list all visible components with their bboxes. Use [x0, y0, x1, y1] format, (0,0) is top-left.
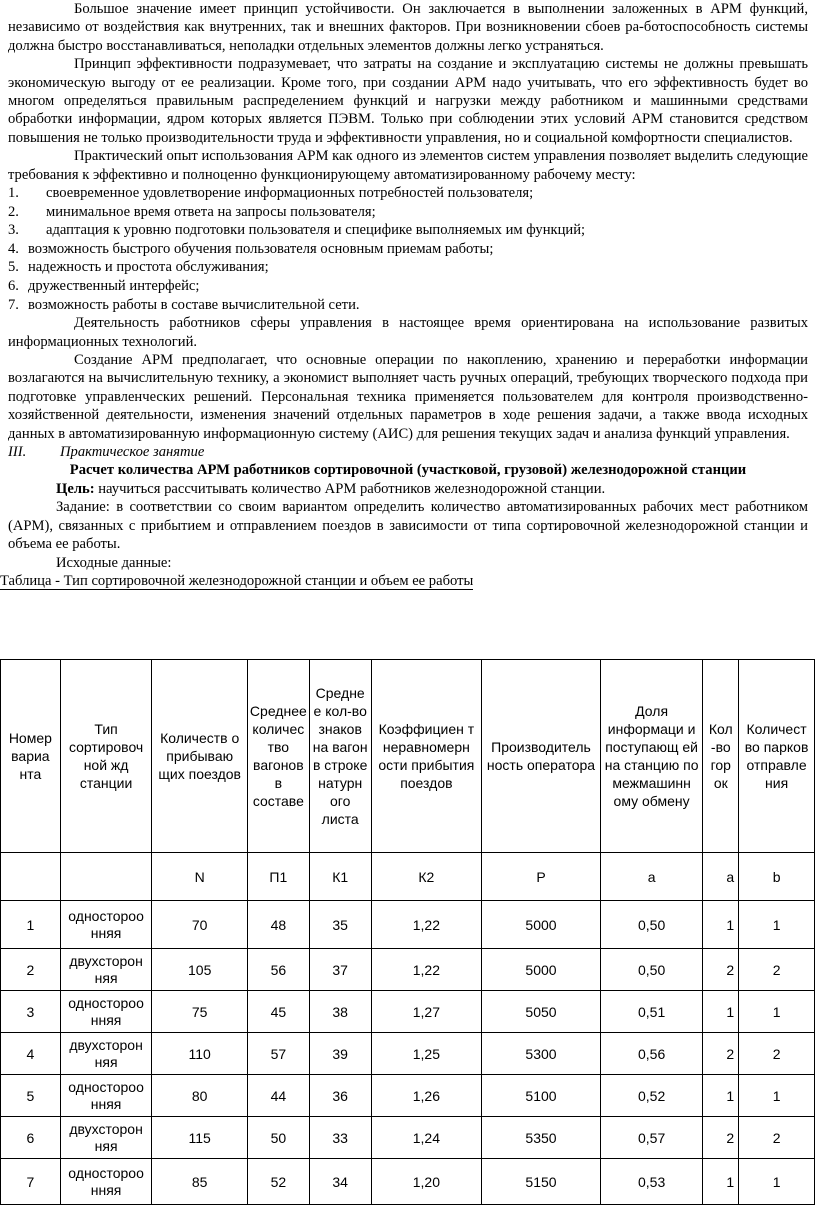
table-symbol-row: [1, 853, 815, 901]
table-cell: 1,22: [371, 949, 482, 991]
table-cell: 2: [703, 1117, 739, 1159]
table-cell: 38: [309, 991, 371, 1033]
list-item: 6. дружественный интерфейс;: [8, 278, 200, 295]
table-cell: двухсторон няя: [60, 1033, 152, 1075]
data-table: [0, 659, 815, 1205]
paragraph-stability: Большое значение имеет принцип устойчивости. Он заключается в выполнении заложенных в АРМ функций, независимо от воздействия как внутренних, так и внешних факторов. При возникновении сбоев ра-ботоспособность системы должна быстро восстанавливаться, неполадки отдельных элементов должны легко устраняться.: [8, 1, 808, 54]
table-cell: 1: [703, 991, 739, 1033]
table-cell: 5350: [482, 1117, 601, 1159]
header-cell: Коэффициен т неравномерн ости прибытия поездов: [371, 660, 482, 853]
table-cell: 2: [1, 949, 61, 991]
table-cell: 1: [1, 901, 61, 949]
paragraph-efficiency: Принцип эффективности подразумевает, что затраты на создание и эксплуатацию системы не должны превышать экономическую выгоду от ее реализации. Кроме того, при создании АРМ надо учитывать, что его эффективность будет во многом определяться правильным распределением функций и нагрузки между работником и машинными средствами обработки информации, ядром которых является ПЭВМ. Только при соблюдении этих условий АРМ становится средством повышения не только производительности труда и эффективности управления, но и социальной комфортности специалистов.: [8, 56, 808, 146]
table-cell: 5000: [482, 901, 601, 949]
header-cell: Доля информаци и поступающ ей на станцию по межмашинн ому обмену: [600, 660, 703, 853]
symbol-cell: К1: [309, 853, 371, 901]
table-cell: 1: [703, 1159, 739, 1205]
paragraph-activity: Деятельность работников сферы управления в настоящее время ориентирована на использование развитых информационных технологий.: [8, 315, 808, 350]
table-cell: 48: [247, 901, 309, 949]
table-cell: 44: [247, 1075, 309, 1117]
table-cell: 5050: [482, 991, 601, 1033]
table-row: [1, 901, 815, 949]
table-cell: 2: [703, 1033, 739, 1075]
table-cell: 35: [309, 901, 371, 949]
table-row: [1, 991, 815, 1033]
symbol-cell: П1: [247, 853, 309, 901]
table-cell: 5000: [482, 949, 601, 991]
table-cell: 2: [739, 1033, 815, 1075]
table-cell: 2: [739, 949, 815, 991]
table-cell: 0,50: [600, 949, 703, 991]
table-cell: 0,52: [600, 1075, 703, 1117]
table-row: [1, 949, 815, 991]
table-cell: 0,50: [600, 901, 703, 949]
table-row: [1, 1159, 815, 1205]
table-cell: 1: [739, 1159, 815, 1205]
paragraph-requirements: Практический опыт использования АРМ как одного из элементов систем управления позволяет выделить следующие требования к эффективно и полноценно функционирующему автоматизированному рабочему месту:: [8, 148, 808, 183]
table-cell: 2: [703, 949, 739, 991]
table-cell: 1,22: [371, 901, 482, 949]
table-cell: 5150: [482, 1159, 601, 1205]
table-cell: 37: [309, 949, 371, 991]
table-cell: 7: [1, 1159, 61, 1205]
table-cell: 1,25: [371, 1033, 482, 1075]
table-cell: 1,27: [371, 991, 482, 1033]
header-cell: Количеств о прибываю щих поездов: [152, 660, 247, 853]
table-cell: двухсторон няя: [60, 949, 152, 991]
table-cell: 39: [309, 1033, 371, 1075]
table-cell: 1,26: [371, 1075, 482, 1117]
table-cell: 80: [152, 1075, 247, 1117]
table-cell: 1: [703, 1075, 739, 1117]
table-caption: Таблица - Тип сортировочной железнодорожной станции и объем ее работы: [0, 572, 474, 589]
list-item: 1. своевременное удовлетворение информационных потребностей пользователя;: [8, 185, 534, 202]
table-cell: 1: [739, 991, 815, 1033]
table-cell: 1: [703, 901, 739, 949]
table-cell: 45: [247, 991, 309, 1033]
table-cell: 1,20: [371, 1159, 482, 1205]
header-cell: Количест во парков отправле ния: [739, 660, 815, 853]
table-cell: 5300: [482, 1033, 601, 1075]
table-cell: 85: [152, 1159, 247, 1205]
table-cell: 4: [1, 1033, 61, 1075]
list-item: 4. возможность быстрого обучения пользователя основным приемам работы;: [8, 240, 494, 257]
table-cell: 1: [739, 1075, 815, 1117]
table-cell: 0,53: [600, 1159, 703, 1205]
table-cell: 56: [247, 949, 309, 991]
table-cell: 6: [1, 1117, 61, 1159]
table-cell: 3: [1, 991, 61, 1033]
list-item: 3. адаптация к уровню подготовки пользователя и специфике выполняемых им функций;: [8, 222, 586, 239]
table-cell: 5100: [482, 1075, 601, 1117]
source-data-label: Исходные данные:: [56, 554, 172, 571]
table-cell: одностороо нняя: [60, 901, 152, 949]
task-paragraph: Задание: в соответствии со своим вариантом определить количество автоматизированных рабочих мест работником (АРМ), связанных с прибытием и отправлением поездов в зависимости от типа сортировочной железнодорожной станции и объема ее работы.: [8, 499, 808, 553]
table-cell: 110: [152, 1033, 247, 1075]
table-cell: 57: [247, 1033, 309, 1075]
list-item: 7. возможность работы в составе вычислительной сети.: [8, 296, 360, 313]
requirements-list: [0, 184, 816, 314]
table-cell: 36: [309, 1075, 371, 1117]
table-cell: 115: [152, 1117, 247, 1159]
paragraph-creation: Создание АРМ предполагает, что основные операции по накоплению, хранению и переработки информации возлагаются на вычислительную технику, а экономист выполняет часть ручных операций, требующих творческого подхода при подготовке управленческих решений. Персональная техника применяется пользователем для контроля производственно-хозяйственной деятельности, изменения значений отдельных параметров в ходе решения задачи, а также ввода исходных данных в автоматизированную информационную систему (АИС) для решения текущих задач и анализа функций управления.: [8, 352, 808, 442]
table-cell: 2: [739, 1117, 815, 1159]
symbol-cell: a: [703, 853, 739, 901]
list-item: 5. надежность и простота обслуживания;: [8, 259, 269, 276]
table-cell: 5: [1, 1075, 61, 1117]
header-cell: Тип сортировоч ной жд станции: [60, 660, 152, 853]
table-cell: одностороо нняя: [60, 1159, 152, 1205]
symbol-cell: К2: [371, 853, 482, 901]
table-cell: 70: [152, 901, 247, 949]
table-cell: 0,56: [600, 1033, 703, 1075]
table-cell: 105: [152, 949, 247, 991]
list-item: 2. минимальное время ответа на запросы пользователя;: [8, 203, 376, 220]
header-cell: Кол -во гор ок: [703, 660, 739, 853]
practical-title: Расчет количества АРМ работников сортировочной (участковой, грузовой) железнодорожной станции: [69, 462, 747, 479]
goal-line: Цель: научиться рассчитывать количество АРМ работников железнодорожной станции.: [56, 480, 606, 497]
symbol-cell: a: [600, 853, 703, 901]
table-row: [1, 1075, 815, 1117]
table-row: [1, 1033, 815, 1075]
table-cell: 1: [739, 901, 815, 949]
header-cell: Производитель ность оператора: [482, 660, 601, 853]
table-cell: 50: [247, 1117, 309, 1159]
symbol-cell: b: [739, 853, 815, 901]
table-cell: 1,24: [371, 1117, 482, 1159]
table-cell: 52: [247, 1159, 309, 1205]
table-header-row: [1, 660, 815, 853]
header-cell: Средне е кол-во знаков на вагон в строке натурн ого листа: [309, 660, 371, 853]
symbol-cell: N: [152, 853, 247, 901]
header-cell: Среднее количес тво вагонов в составе: [247, 660, 309, 853]
table-cell: 75: [152, 991, 247, 1033]
table-row: [1, 1117, 815, 1159]
symbol-cell: P: [482, 853, 601, 901]
table-cell: 34: [309, 1159, 371, 1205]
table-cell: одностороо нняя: [60, 1075, 152, 1117]
section-heading: III. Практическое занятие: [8, 444, 205, 461]
table-cell: 0,51: [600, 991, 703, 1033]
table-cell: двухсторон няя: [60, 1117, 152, 1159]
table-cell: одностороо нняя: [60, 991, 152, 1033]
table-cell: 0,57: [600, 1117, 703, 1159]
document-page: [0, 0, 816, 590]
table-cell: 33: [309, 1117, 371, 1159]
header-cell: Номер вариа нта: [1, 660, 61, 853]
table-body: [1, 901, 815, 1205]
